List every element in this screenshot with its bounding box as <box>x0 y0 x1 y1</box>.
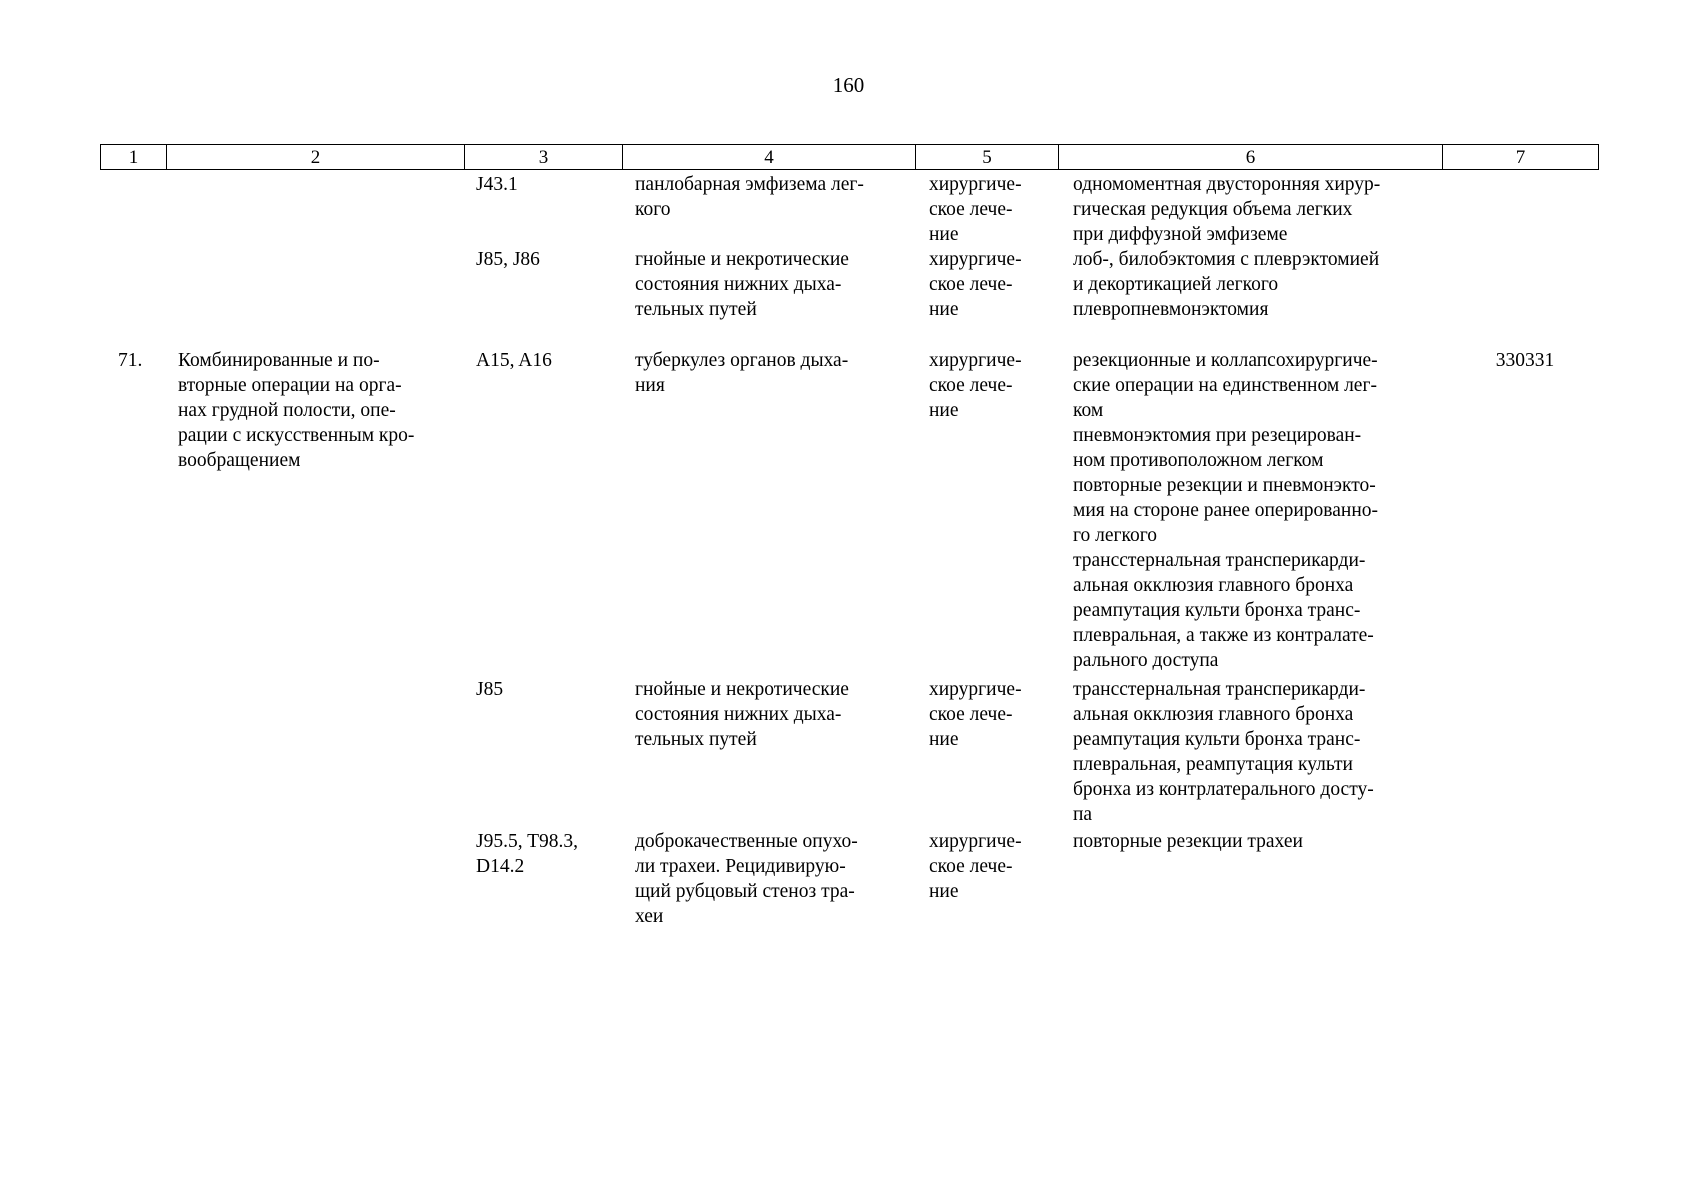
column-header-3: 3 <box>465 145 623 170</box>
column-header-6: 6 <box>1059 145 1443 170</box>
row-2-model: туберкулез органов дыха- ния <box>635 350 849 396</box>
table-header <box>100 144 1599 170</box>
row-0-treatment: хирургиче- ское лече- ние <box>929 174 1022 245</box>
row-0-model: панлобарная эмфизема лег- кого <box>635 174 864 220</box>
row-0-code: J43.1 <box>476 174 518 195</box>
row-1-code: J85, J86 <box>476 249 540 270</box>
column-header-1: 1 <box>101 145 167 170</box>
row-2-method: резекционные и коллапсохирургиче- ские операции на единственном лег- ком пневмонэктомия при резецирован- ном противоположном легком повторные резекции и пневмонэкто- мия на стороне ранее оперированно- го легкого трансстернальная трансперикарди- альная окклюзия главного бронха реампутация культи бронха транс- плевральная, а также из контралате- рального доступа <box>1073 350 1378 671</box>
row-3-model: гнойные и некротические состояния нижних дыха- тельных путей <box>635 679 849 750</box>
column-header-2: 2 <box>167 145 465 170</box>
column-header-4: 4 <box>623 145 916 170</box>
row-2-treatment: хирургиче- ское лече- ние <box>929 350 1022 421</box>
row-4-code: J95.5, T98.3, D14.2 <box>476 831 579 877</box>
page-number: 160 <box>832 73 865 97</box>
row-2-code: A15, A16 <box>476 350 552 371</box>
column-header-7: 7 <box>1443 145 1599 170</box>
row-3-treatment: хирургиче- ское лече- ние <box>929 679 1022 750</box>
row-4-model: доброкачественные опухо- ли трахеи. Рецидивирую- щий рубцовый стеноз тра- хеи <box>635 831 858 927</box>
column-header-5: 5 <box>916 145 1059 170</box>
row-1-treatment: хирургиче- ское лече- ние <box>929 249 1022 320</box>
row-0-method: одномоментная двусторонняя хирур- гическая редукция объема легких при диффузной эмфиземе <box>1073 174 1381 245</box>
row-4-method: повторные резекции трахеи <box>1073 831 1303 852</box>
row-2-number: 71. <box>118 350 143 371</box>
row-4-treatment: хирургиче- ское лече- ние <box>929 831 1022 902</box>
row-2-name: Комбинированные и по- вторные операции на орга- нах грудной полости, опе- рации с искусственным кро- вообращением <box>178 350 415 471</box>
row-3-code: J85 <box>476 679 504 700</box>
row-3-method: трансстернальная трансперикарди- альная окклюзия главного бронха реампутация культи бронха транс- плевральная, реампутация культи бронха из контрлатерального досту- па <box>1073 679 1374 825</box>
row-2-cost: 330331 <box>1495 350 1555 371</box>
row-1-model: гнойные и некротические состояния нижних дыха- тельных путей <box>635 249 849 320</box>
header-row <box>101 145 1599 170</box>
row-1-method: лоб-, билобэктомия с плеврэктомией и декортикацией легкого плевропневмонэктомия <box>1073 249 1380 320</box>
